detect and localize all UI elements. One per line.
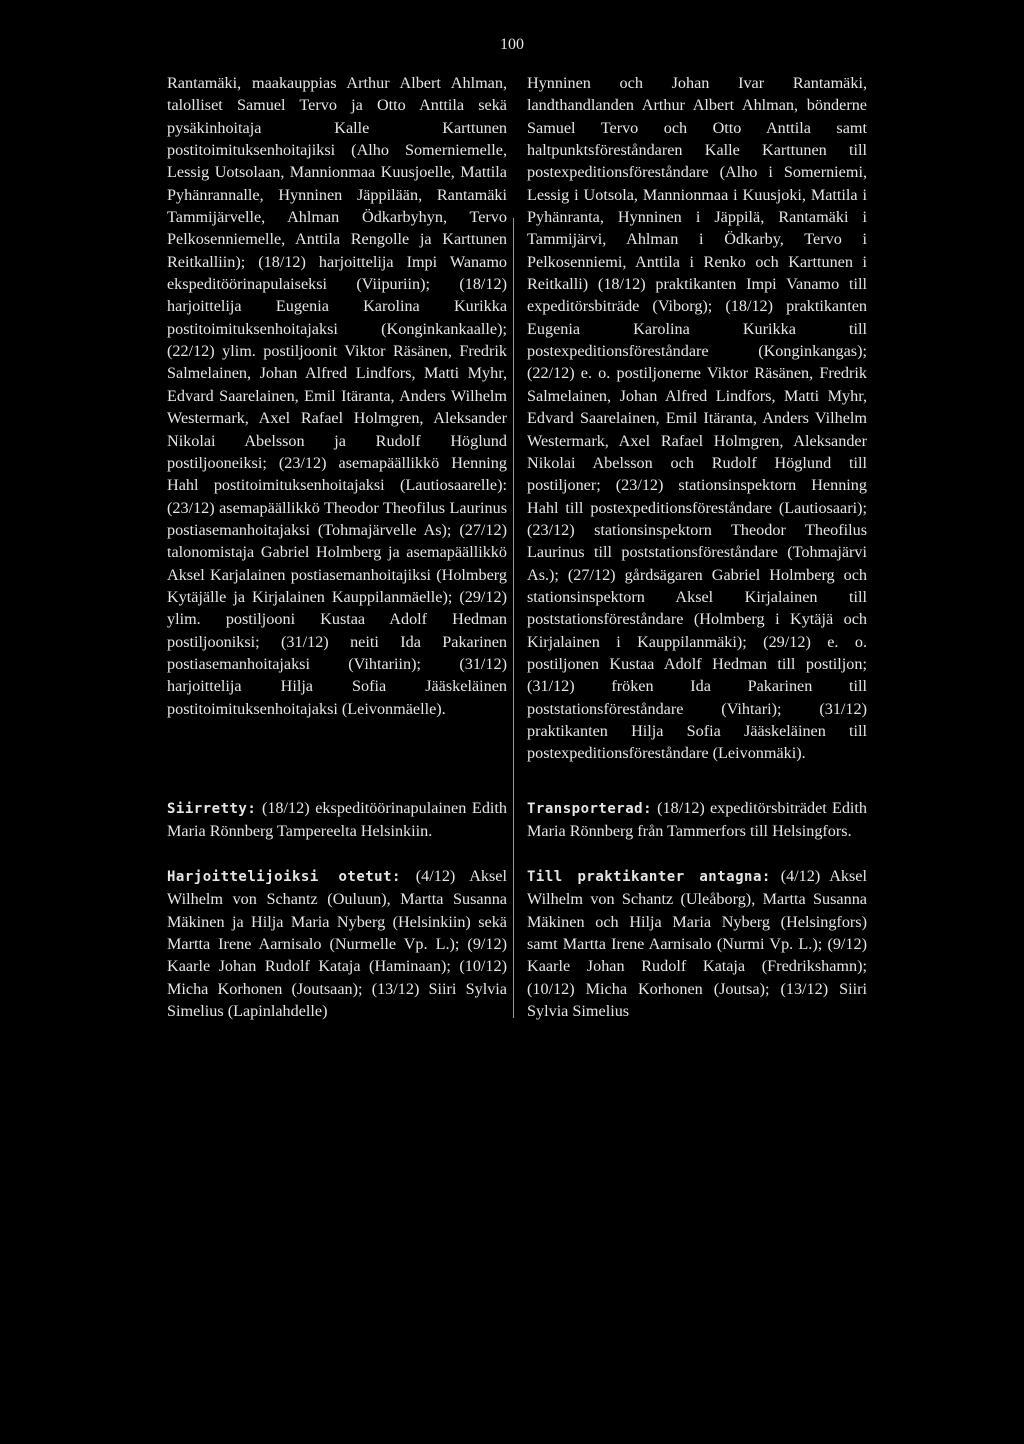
swedish-trainee-heading: Till praktikanter antagna: [527, 869, 771, 885]
swedish-transfer-paragraph [527, 797, 867, 843]
swedish-transfer-heading: Transporterad: [527, 801, 653, 817]
finnish-column [167, 72, 508, 1021]
finnish-transfer-heading: Siirretty: [167, 801, 257, 817]
swedish-transfer-text: (18/12) expeditörsbiträdet Edith Maria Rönnberg från Tammerfors till Helsingfors. [527, 799, 868, 841]
finnish-trainee-text: (4/12) Aksel Wilhelm von Schantz (Ouluun), Martta Susanna Mäkinen ja Hilja Maria Nyberg (Helsinkiin) sekä Martta Irene Aarnisalo (Nurmelle Vp. L.); (9/12) Kaarle Johan Rudolf Kataja (Haminaan); (10/12) Micha Korhonen (Joutsaan); (13/12) Siiri Sylvia Simelius (Lapinlahdelle) [167, 867, 507, 1021]
column-divider [513, 218, 514, 1018]
finnish-trainee-heading: Harjoittelijoiksi otetut: [167, 869, 401, 885]
finnish-main-text: Rantamäki, maakauppias Arthur Albert Ahlman, talolliset Samuel Tervo ja Otto Anttila sekä pysäkinhoitaja Kalle Karttunen postitoimituksenhoitajiksi (Alho Somerniemelle, Lessig Uotsolaan, Mannionmaa Kuusjoelle, Mattila Pyhänrannalle, Hynninen Jäppilään, Rantamäki Tammijärvelle, Ahlman Ödkarbyhyn, Tervo Pelkosenniemelle, Anttila Rengolle ja Karttunen Reitkalliin); (18/12) harjoittelija Impi Wanamo ekspeditöörinapulaiseksi (Viipuriin); (18/12) harjoittelija Eugenia Karolina Kurikka postitoimituksenhoitajaksi (Konginkankaalle); (22/12) ylim. postiljoonit Viktor Räsänen, Fredrik Salmelainen, Johan Alfred Lindfors, Matti Myhr, Edvard Saarelainen, Emil Itäranta, Anders Wilhelm Westermark, Axel Rafael Holmgren, Aleksander Nikolai Abelsson ja Rudolf Höglund postiljooneiksi; (23/12) asemapäällikkö Henning Hahl postitoimituksenhoitajaksi (Lautiosaarelle): (23/12) asemapäällikkö Theodor Theofilus Laurinus postiasemanhoitajaksi (Tohmajärvelle As); (27/12) talonomistaja Gabriel Holmberg ja asemapäällikkö Aksel Karjalainen postiasemanhoitajiksi (Holmberg Kytäjälle ja Kirjalainen Kauppilanmäelle); (29/12) ylim. postiljooni Kustaa Adolf Hedman postiljooniksi; (31/12) neiti Ida Pakarinen postiasemanhoitajaksi (Vihtariin); (31/12) harjoittelija Hilja Sofia Jääskeläinen postitoimituksenhoitajaksi (Leivonmäelle). [167, 74, 507, 718]
swedish-column [527, 72, 868, 1021]
finnish-transfer-text: (18/12) ekspeditöörinapulainen Edith Maria Rönnberg Tampereelta Helsinkiin. [167, 799, 508, 841]
swedish-trainee-paragraph [527, 865, 867, 1022]
page-number: 100 [500, 36, 524, 53]
finnish-trainee-paragraph [167, 865, 507, 1022]
swedish-main-text: Hynninen och Johan Ivar Rantamäki, landthandlanden Arthur Albert Ahlman, bönderne Samuel Tervo och Otto Anttila samt haltpunktsföreståndaren Kalle Karttunen till postexpeditionsföreståndare (Alho i Somerniemi, Lessig i Uotsola, Mannionmaa i Kuusjoki, Mattila i Pyhänranta, Hynninen i Jäppilä, Rantamäki i Tammijärvi, Ahlman i Ödkarby, Tervo i Pelkosenniemi, Anttila i Renko och Karttunen i Reitkalli) (18/12) praktikanten Impi Vanamo till expeditörsbiträde (Viborg); (18/12) praktikanten Eugenia Karolina Kurikka till postexpeditionsföreståndare (Konginkangas); (22/12) e. o. postiljonerne Viktor Räsänen, Fredrik Salmelainen, Johan Alfred Lindfors, Matti Myhr, Edvard Saarelainen, Emil Itäranta, Anders Vilhelm Westermark, Axel Rafael Holmgren, Aleksander Nikolai Abelsson och Rudolf Höglund till postiljoner; (23/12) stationsinspektorn Henning Hahl till postexpeditionsföreståndare (Lautiosaari); (23/12) stationsinspektorn Theodor Theofilus Laurinus till poststationsföreståndare (Tohmajärvi As.); (27/12) gårdsägaren Gabriel Holmberg och stationsinspektorn Aksel Kirjalainen till poststationsföreståndare (Holmberg i Kytäjä och Kirjalainen i Kauppilanmäki); (29/12) e. o. postiljonen Kustaa Adolf Hedman till postiljon; (31/12) fröken Ida Pakarinen till poststationsföreståndare (Vihtari); (31/12) praktikanten Hilja Sofia Jääskeläinen till postexpeditionsföreståndare (Leivonmäki). [527, 74, 867, 763]
swedish-trainee-text: (4/12) Aksel Wilhelm von Schantz (Uleåborg), Martta Susanna Mäkinen och Hilja Maria Nyberg (Helsingfors) samt Martta Irene Aarnisalo (Nurmi Vp. L.); (9/12) Kaarle Johan Rudolf Kataja (Fredrikshamn); (10/12) Micha Korhonen (Joutsa); (13/12) Siiri Sylvia Simelius [527, 867, 867, 1021]
finnish-transfer-paragraph [167, 797, 507, 843]
